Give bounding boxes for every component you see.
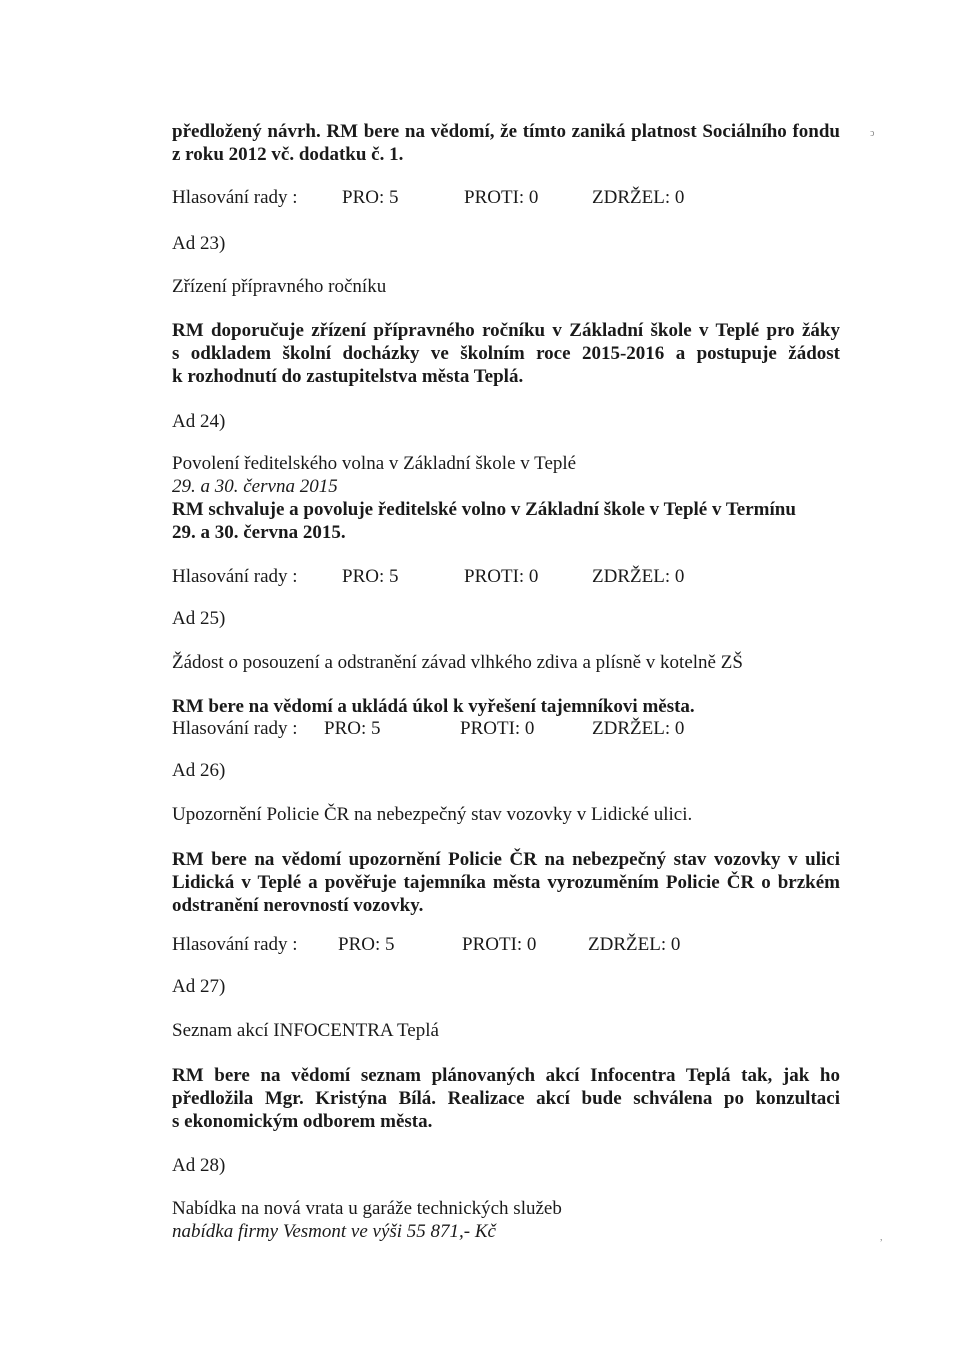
vote-label: Hlasování rady : [172,566,298,587]
vote-zdrzel: ZDRŽEL: 0 [592,718,685,739]
ad25-title: Žádost o posouzení a odstranění závad vlhkého zdiva a plísně v kotelně ZŠ [172,652,743,673]
vote-label: Hlasování rady : [172,187,298,208]
ad23-line-2: s odkladem školní docházky ve školním roce 2015-2016 a postupuje žádost [172,343,840,364]
margin-mark: ↄ [870,128,875,139]
vote-pro: PRO: 5 [342,566,399,587]
ad27-line-1: RM bere na vědomí seznam plánovaných akcí Infocentra Teplá tak, jak ho [172,1065,840,1086]
ad24-line-2: 29. a 30. června 2015. [172,522,346,543]
ad27-line-2: předložila Mgr. Kristýna Bílá. Realizace akcí bude schválena po konzultaci [172,1088,840,1109]
vote-pro: PRO: 5 [342,187,399,208]
ad23-line-3: k rozhodnutí do zastupitelstva města Teplá. [172,366,524,387]
ad24-line-1: RM schvaluje a povoluje ředitelské volno v Základní škole v Teplé v Termínu [172,499,796,520]
ad25-heading: Ad 25) [172,608,226,629]
vote-pro: PRO: 5 [324,718,381,739]
ad24-heading: Ad 24) [172,411,226,432]
ad28-heading: Ad 28) [172,1155,226,1176]
ad28-title: Nabídka na nová vrata u garáže technických služeb [172,1198,562,1219]
ad27-heading: Ad 27) [172,976,226,997]
vote-pro: PRO: 5 [338,934,395,955]
vote-proti: PROTI: 0 [464,187,539,208]
ad26-line-3: odstranění nerovností vozovky. [172,895,424,916]
ad27-line-3: s ekonomickým odborem města. [172,1111,433,1132]
intro-line-2: z roku 2012 vč. dodatku č. 1. [172,144,404,165]
ad27-title: Seznam akcí INFOCENTRA Teplá [172,1020,439,1041]
vote-label: Hlasování rady : [172,718,298,739]
ad26-line-2: Lidická v Teplé a pověřuje tajemníka města vyrozuměním Policie ČR o brzkém [172,872,840,893]
vote-proti: PROTI: 0 [464,566,539,587]
vote-zdrzel: ZDRŽEL: 0 [588,934,681,955]
margin-mark: , [880,1232,883,1243]
ad28-subtitle: nabídka firmy Vesmont ve výši 55 871,- Kč [172,1221,496,1242]
ad23-line-1: RM doporučuje zřízení přípravného ročníku v Základní škole v Teplé pro žáky [172,320,840,341]
vote-proti: PROTI: 0 [460,718,535,739]
ad23-title: Zřízení přípravného ročníku [172,276,387,297]
intro-line-1: předložený návrh. RM bere na vědomí, že tímto zaniká platnost Sociálního fondu [172,121,840,142]
ad26-line-1: RM bere na vědomí upozornění Policie ČR na nebezpečný stav vozovky v ulici [172,849,840,870]
vote-proti: PROTI: 0 [462,934,537,955]
ad24-title: Povolení ředitelského volna v Základní škole v Teplé [172,453,577,474]
ad24-subtitle: 29. a 30. června 2015 [172,476,338,497]
ad23-heading: Ad 23) [172,233,226,254]
ad26-heading: Ad 26) [172,760,226,781]
vote-zdrzel: ZDRŽEL: 0 [592,566,685,587]
ad26-title: Upozornění Policie ČR na nebezpečný stav vozovky v Lidické ulici. [172,804,693,825]
vote-zdrzel: ZDRŽEL: 0 [592,187,685,208]
ad25-line-1: RM bere na vědomí a ukládá úkol k vyřešení tajemníkovi města. [172,696,695,717]
vote-label: Hlasování rady : [172,934,298,955]
